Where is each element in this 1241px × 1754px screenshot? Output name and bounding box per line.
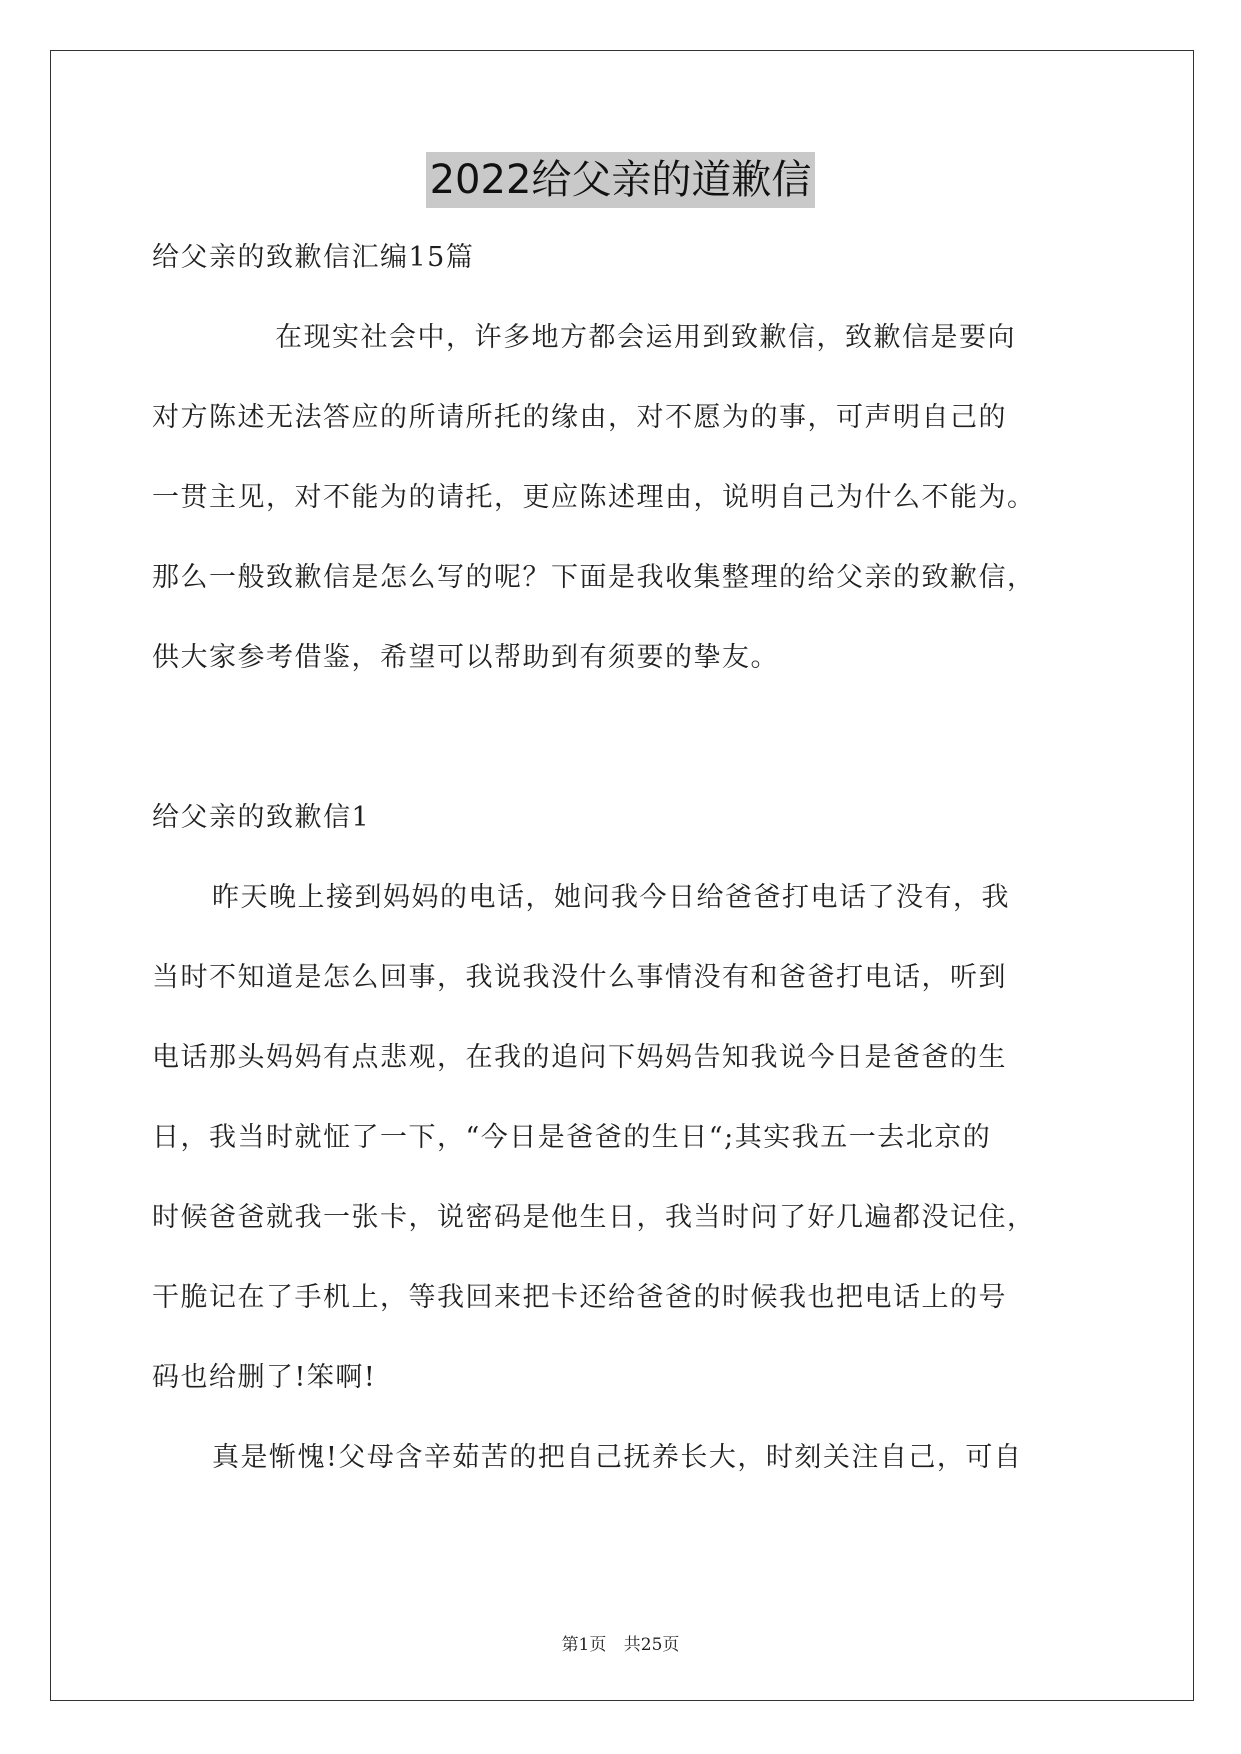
intro-line-4: 那么一般致歉信是怎么写的呢？下面是我收集整理的给父亲的致歉信， [152,562,1036,593]
body-line-6: 干脆记在了手机上，等我回来把卡还给爸爸的时候我也把电话上的号 [152,1282,1007,1313]
page-footer [0,1630,1241,1655]
intro-line-2: 对方陈述无法答应的所请所托的缘由，对不愿为的事，可声明自己的 [152,402,1007,433]
page-total: 共25页 [623,1635,680,1655]
title-container [0,152,1241,208]
body-line-1: 昨天晚上接到妈妈的电话，她问我今日给爸爸打电话了没有，我 [212,882,1010,913]
body-line-4: 日，我当时就怔了一下，“今日是爸爸的生日“;其实我五一去北京的 [152,1122,992,1153]
body-line-8: 真是惭愧!父母含辛茹苦的把自己抚养长大，时刻关注自己，可自 [212,1442,1023,1473]
document-title: 2022给父亲的道歉信 [426,152,816,208]
document-subtitle: 给父亲的致歉信汇编15篇 [152,242,475,273]
body-line-5: 时候爸爸就我一张卡，说密码是他生日，我当时问了好几遍都没记住， [152,1202,1036,1233]
section-heading: 给父亲的致歉信1 [152,802,371,833]
body-line-2: 当时不知道是怎么回事，我说我没什么事情没有和爸爸打电话，听到 [152,962,1007,993]
body-line-3: 电话那头妈妈有点悲观，在我的追问下妈妈告知我说今日是爸爸的生 [152,1042,1007,1073]
intro-line-5: 供大家参考借鉴，希望可以帮助到有须要的挚友。 [152,642,779,673]
intro-line-3: 一贯主见，对不能为的请托，更应陈述理由，说明自己为什么不能为。 [152,482,1036,513]
page-number: 第1页 [561,1635,607,1655]
intro-line-1: 在现实社会中，许多地方都会运用到致歉信，致歉信是要向 [275,322,1016,353]
body-line-7: 码也给删了!笨啊! [152,1362,377,1393]
